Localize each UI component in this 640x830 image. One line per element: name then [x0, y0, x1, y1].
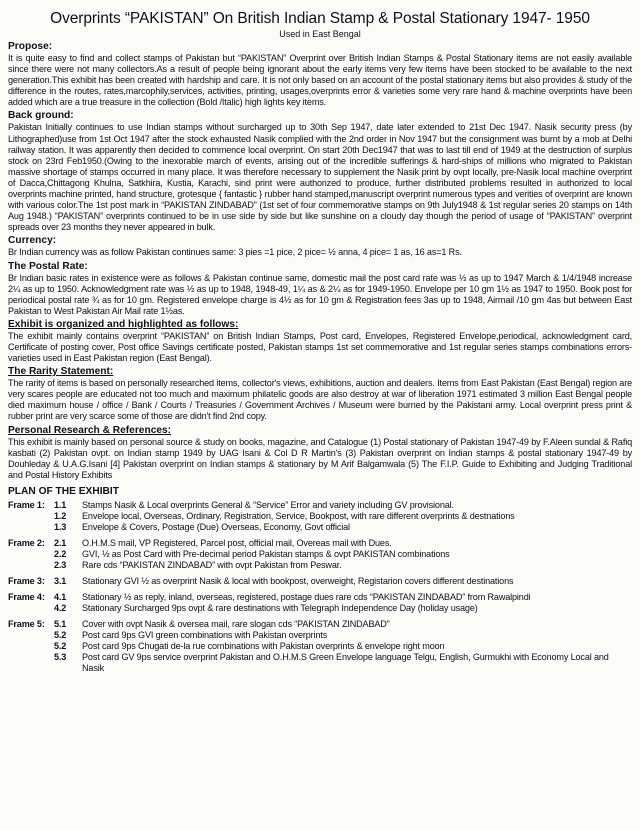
plan-item-text: O.H.M.S mail, VP Registered, Parcel post, official mail, Overeas mail with Dues.	[82, 537, 392, 548]
section-heading: Exhibit is organized and highlighted as follows:	[8, 318, 239, 330]
plan-item-number: 4.1	[54, 591, 67, 602]
section-heading: The Rarity Statement:	[8, 366, 114, 378]
section-references	[8, 425, 632, 481]
section-text: Br Indian basic rates in existence were as follows & Pakistan continue same, domestic mail the post card rate was ½ as up to 1947 March & 1/4/1948 increase 2¼ as up to 1950. Acknowledgment rate was ½ as up to 1948, 1948-49, 1¼ as & 2¼ as for 1949-1950. Envelope per 10 gm 1½ as 1947 to 1950. Book post for periodical postal rate ¾ as for 10 gm. Registered envelope charge is 4½ as for 10 gm & Registration fees 3as up to 1948, Airmail /10 gm 4as but between East Pakistan to West Pakistan Air Mail rate 1½as.	[8, 272, 632, 316]
plan-item-number: 2.3	[54, 559, 67, 570]
plan-item-number: 5.3	[54, 651, 67, 662]
plan-item-text: Cover with ovpt Nasik & oversea mail, rare slogan cds “PAKISTAN ZINDABAD”	[82, 618, 390, 629]
section-organization	[8, 319, 632, 364]
section-heading: Currency:	[8, 235, 57, 247]
section-heading: Personal Research & References:	[8, 424, 172, 436]
section-currency	[8, 235, 632, 258]
plan-item-text: Post card 9ps Chugati de-la rue combinations with Pakistan overprints & envelope right moon	[82, 640, 445, 651]
plan-row	[8, 603, 632, 614]
plan-row	[8, 652, 632, 674]
exhibit-plan	[8, 486, 632, 674]
plan-item-text: Post card 9ps GVI green combinations with Pakistan overprints	[82, 629, 328, 640]
plan-item-number: 1.2	[54, 510, 67, 521]
plan-item-text: Stationary ½ as reply, inland, overseas, registered, postage dues rare cds “PAKISTAN ZINDABAD” from Rawalpindi	[82, 591, 531, 602]
plan-item-number: 5.2	[54, 640, 67, 651]
plan-frame-label	[8, 641, 54, 652]
plan-item-number: 3.1	[54, 575, 67, 586]
plan-row	[8, 641, 632, 652]
plan-item-text: Stationary GVI ½ as overprint Nasik & local with bookpost, overweight, Registarion covers different destinations	[82, 575, 514, 586]
plan-item-text: GVI, ½ as Post Card with Pre-decimal period Pakistan stamps & ovpt PAKISTAN combinations	[82, 548, 450, 559]
plan-item-text: Envelope local, Overseas, Ordinary, Registration, Service, Bookpost, with rare different overprints & destnations	[82, 510, 515, 521]
plan-item-number: 2.1	[54, 537, 67, 548]
plan-item-number: 1.3	[54, 521, 67, 532]
section-propose	[8, 41, 632, 108]
section-background	[8, 110, 632, 233]
plan-row	[8, 592, 632, 603]
plan-frame-label	[8, 511, 54, 522]
section-heading: The Postal Rate:	[8, 260, 88, 272]
plan-heading: PLAN OF THE EXHIBIT	[8, 485, 119, 497]
plan-row	[8, 560, 632, 571]
plan-item-text: Stationary Surcharged 9ps ovpt & rare destinations with Telegraph Independence Day (holiday usage)	[82, 602, 478, 613]
plan-row	[8, 630, 632, 641]
page-subtitle: Used in East Bengal	[279, 29, 361, 39]
plan-item-text: Rare cds “PAKISTAN ZINDABAD” with ovpt Pakistan from Peswar.	[82, 559, 342, 570]
plan-item-number: 1.1	[54, 499, 67, 510]
plan-item-number: 2.2	[54, 548, 67, 559]
plan-item-text: Stamps Nasik & Local overprints General & “Service” Error and variety including GV provisional.	[82, 499, 454, 510]
page-title: Overprints “PAKISTAN” On British Indian Stamp & Postal Stationary 1947- 1950	[50, 10, 590, 27]
plan-row	[8, 576, 632, 587]
plan-frame-label	[8, 522, 54, 533]
plan-item-number: 4.2	[54, 602, 67, 613]
plan-frame-label: Frame 2:	[8, 537, 45, 548]
plan-item-text: Post card GV 9ps service overprint Pakistan and O.H.M.S Green Envelope language Telgu, English, Gurmukhi with Economy Local and Nasik	[82, 651, 609, 673]
plan-frame-label: Frame 1:	[8, 499, 45, 510]
plan-frame-label	[8, 603, 54, 614]
plan-row	[8, 619, 632, 630]
section-postal-rate	[8, 261, 632, 317]
section-text: The exhibit mainly contains overprint “PAKISTAN” on British Indian Stamps, Post card, Envelopes, Registered Envelope,periodical, acknowledgment card, Certificate of posting cover, Post office Savings certificate posted, Pakistan stamps 1st set commemorative and 1st regular series stamps combinations errors- varieties used in East Pakistan region (East Bengal).	[8, 330, 632, 364]
plan-frame-label: Frame 3:	[8, 575, 45, 586]
section-text: It is quite easy to find and collect stamps of Pakistan but “PAKISTAN” Overprint over British Indian Stamps & Postal Stationary items are not easily available since there were not many collectors.As a result of people being ignorant about the early items very few items have been stocked to be available to the next generation.This exhibit has been created with hardship and care. It is not only based on an account of the postal stationary items but also provides & study of the difference in the routes, rates,marcophily,services, activities, printing, usages,overprints error & varieties some very rare hand & machine overprints have been added which are a true treasure in the collection (Bold /Italic) high lights key items.	[8, 53, 632, 108]
plan-rows	[8, 500, 632, 674]
plan-frame-label	[8, 630, 54, 641]
plan-item-number: 5.1	[54, 618, 67, 629]
plan-frame-label	[8, 560, 54, 571]
section-heading: Back ground:	[8, 110, 74, 122]
section-heading: Propose:	[8, 41, 53, 52]
plan-row	[8, 549, 632, 560]
plan-row	[8, 511, 632, 522]
plan-frame-label	[8, 652, 54, 674]
plan-frame-label	[8, 549, 54, 560]
plan-row	[8, 538, 632, 549]
plan-row	[8, 500, 632, 511]
plan-frame-label: Frame 5:	[8, 618, 45, 629]
plan-frame-label: Frame 4:	[8, 591, 45, 602]
plan-row	[8, 522, 632, 533]
section-rarity	[8, 366, 632, 422]
plan-item-number: 5.2	[54, 629, 67, 640]
section-text: Pakistan Initially continues to use Indian stamps without surcharged up to 30th Sep 1947, date later extended to 21st Dec 1947. Nasik security press (by Lithographed)use from 1st Oct 1947 after the stock exhausted Nasik complied with the 2nd order in Nov 1947 but the consignment was burnt by a mob at Delhi railway station. It was apparently then decided to commence local overprint. On start 20th Dec1947 that was to last till end of 1949 at the destruction of surplus stock on 23rd Feb1950.(Owing to the inexorable march of events, arising out of the incredible sufferings & hard-ships of millions who migrated to Pakistan massive shortage of stamps occurred in many place. It was therefore necessary to supplement the Nasik print by ovpt locally, pre-Nasik local machine overprint of Dacca,Chittagong Khulna, Satkhira, Kustia, Karachi, sind print were authorized to produce, further distributed problems resulted in authorized to local overprints machine printed, hand structure, grotesque { fantastic } rubber hand stamped,manuscript overprint numerous types and verities of overprint are known with various color.The 1st post mark in “PAKISTAN ZINDABAD” (1st set of four commemorative stamps on 9th July1948 & 1st regular series 20 stamps on 14th Aug 1948.) “PAKISTAN” overprints continued to be in use side by side but like sunshine on a cloudy day though the period of usage of “PAKISTAN” overprint spreads over 23 months they never appeared in bulk.	[8, 122, 632, 233]
section-text: This exhibit is mainly based on personal source & study on books, magazine, and Catalogue (1) Postal stationary of Pakistan 1947-49 by F.Aleen sundal & Rafiq kasbati (2) Pakistan ovpt. on Indian stamp 1949 by UAG Isani & Col D R Martin's (3) Pakistan overprint on Indian stamps & postal stationary 1947-49 by Douhleday & U.A.G.Isani [4] Pakistan overprint on Indian stamps & stationary by M Arif Balgamwala (5) The F.I.P. Guide to Exhibiting and Judging Traditional and Postal History Exhibits	[8, 436, 632, 480]
section-text: Br Indian currency was as follow Pakistan continues same: 3 pies =1 pice, 2 pice= ½ anna, 4 pice= 1 as, 16 as=1 Rs.	[8, 247, 462, 258]
plan-item-text: Envelope & Covers, Postage (Due) Overseas, Economy, Govt official	[82, 521, 350, 532]
section-text: The rarity of items is based on personally researched items, collector's views, exhibitions, auction and dealers. Items from East Pakistan (East Bengal) region are very scares people are educated not too much and maximum philatelic goods are also destroy at war of liberation 1971 estimated 3 million East Bengal people died maximum house / office / Bank / Courts / Treasuries / Government Archives / Museum were burned by the Pakistani army. Local overprint press print & rubber print are very scarce some of those are didn't find 2nd copy.	[8, 378, 632, 422]
